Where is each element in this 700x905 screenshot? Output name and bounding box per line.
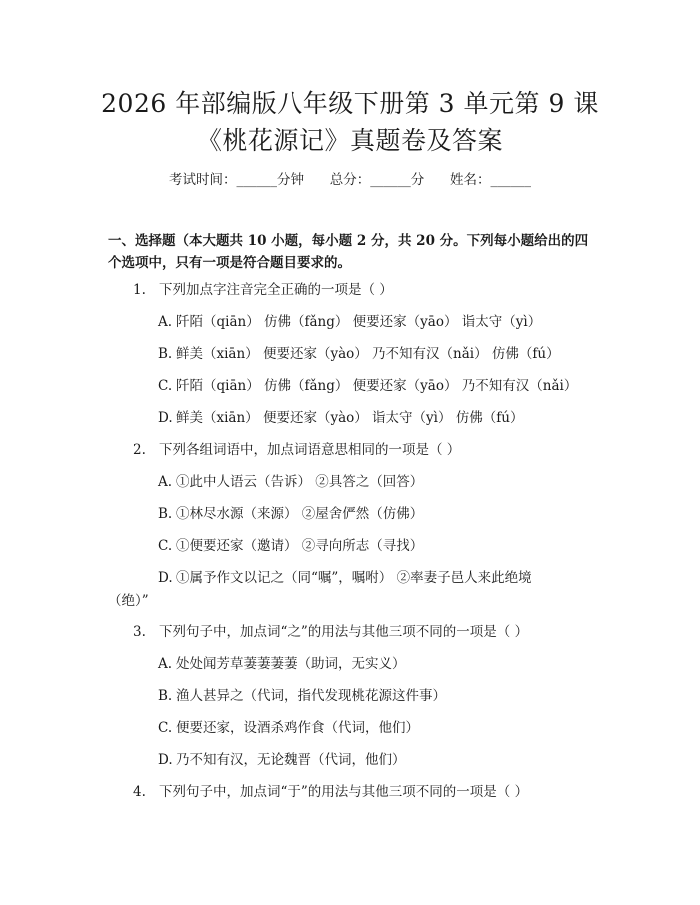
option-letter: C. [158, 378, 173, 394]
question-3-stem [133, 622, 528, 642]
question-4-stem [133, 782, 528, 802]
option-text: 处处闻芳草萋萋萋萋（助词，无实义） [176, 656, 406, 672]
question-1-option-a [158, 312, 541, 332]
question-2-option-b [158, 504, 423, 524]
option-letter: C. [158, 538, 173, 554]
option-letter: B. [158, 346, 173, 362]
question-3-option-b [158, 686, 446, 706]
question-number: 3. [133, 624, 146, 640]
question-2-option-c [158, 536, 423, 556]
option-text: ①便要还家（邀请） ②寻向所志（寻找） [176, 538, 424, 554]
question-text: 下列句子中，加点词“于”的用法与其他三项不同的一项是（ ） [159, 784, 529, 800]
exam-title-line-2: 《桃花源记》真题卷及答案 [196, 126, 503, 155]
option-letter: D. [158, 570, 173, 586]
question-3-option-d [158, 750, 406, 770]
question-3-option-c [158, 718, 419, 738]
option-letter: D. [158, 410, 173, 426]
section-heading-choice: 一、选择题（本大题共 10 小题，每小题 2 分，共 20 分。下列每小题给出的四个选项中，只有一项是符合题目要求的。 [108, 233, 589, 271]
option-text: 阡陌（qiān） 仿佛（fǎng） 便要还家（yāo） 乃不知有汉（nǎi） [176, 378, 578, 394]
option-letter: A. [158, 656, 173, 672]
question-text: 下列句子中，加点词“之”的用法与其他三项不同的一项是（ ） [159, 624, 529, 640]
option-letter: B. [158, 506, 173, 522]
option-text: 鲜美（xiān） 便要还家（yào） 乃不知有汉（nǎi） 仿佛（fú） [176, 346, 560, 362]
question-number: 1. [133, 282, 146, 298]
question-2-stem [133, 440, 460, 460]
option-text: ①属予作文以记之（同“嘱”，嘱咐） ②率妻子邑人来此绝境 [176, 570, 532, 586]
option-text: 便要还家，设酒杀鸡作食（代词，他们） [176, 720, 419, 736]
option-text: ①林尽水源（来源） ②屋舍俨然（仿佛） [176, 506, 424, 522]
exam-info-line: 考试时间：______分钟 总分：______分 姓名：______ [169, 172, 531, 188]
question-1-option-d [158, 408, 524, 428]
option-text: 阡陌（qiān） 仿佛（fǎng） 便要还家（yāo） 诣太守（yì） [176, 314, 542, 330]
option-letter: A. [158, 474, 173, 490]
question-number: 2. [133, 442, 146, 458]
question-1-option-c [158, 376, 577, 396]
question-2-option-a [158, 472, 423, 492]
question-1-option-b [158, 344, 560, 364]
question-1-stem [133, 280, 393, 300]
question-text: 下列加点字注音完全正确的一项是（ ） [159, 282, 393, 298]
option-letter: B. [158, 688, 173, 704]
option-letter: D. [158, 752, 173, 768]
option-text: 渔人甚异之（代词，指代发现桃花源这件事） [176, 688, 446, 704]
question-2-option-d-continuation: （绝）” [108, 593, 149, 609]
question-text: 下列各组词语中，加点词语意思相同的一项是（ ） [159, 442, 461, 458]
option-letter: C. [158, 720, 173, 736]
question-2-option-d [158, 568, 532, 588]
option-text: 鲜美（xiān） 便要还家（yào） 诣太守（yì） 仿佛（fú） [176, 410, 524, 426]
option-text: ①此中人语云（告诉） ②具答之（回答） [176, 474, 424, 490]
option-letter: A. [158, 314, 173, 330]
question-number: 4. [133, 784, 146, 800]
exam-title-line-1: 2026 年部编版八年级下册第 3 单元第 9 课 [101, 89, 599, 118]
option-text: 乃不知有汉，无论魏晋（代词，他们） [176, 752, 406, 768]
question-3-option-a [158, 654, 406, 674]
